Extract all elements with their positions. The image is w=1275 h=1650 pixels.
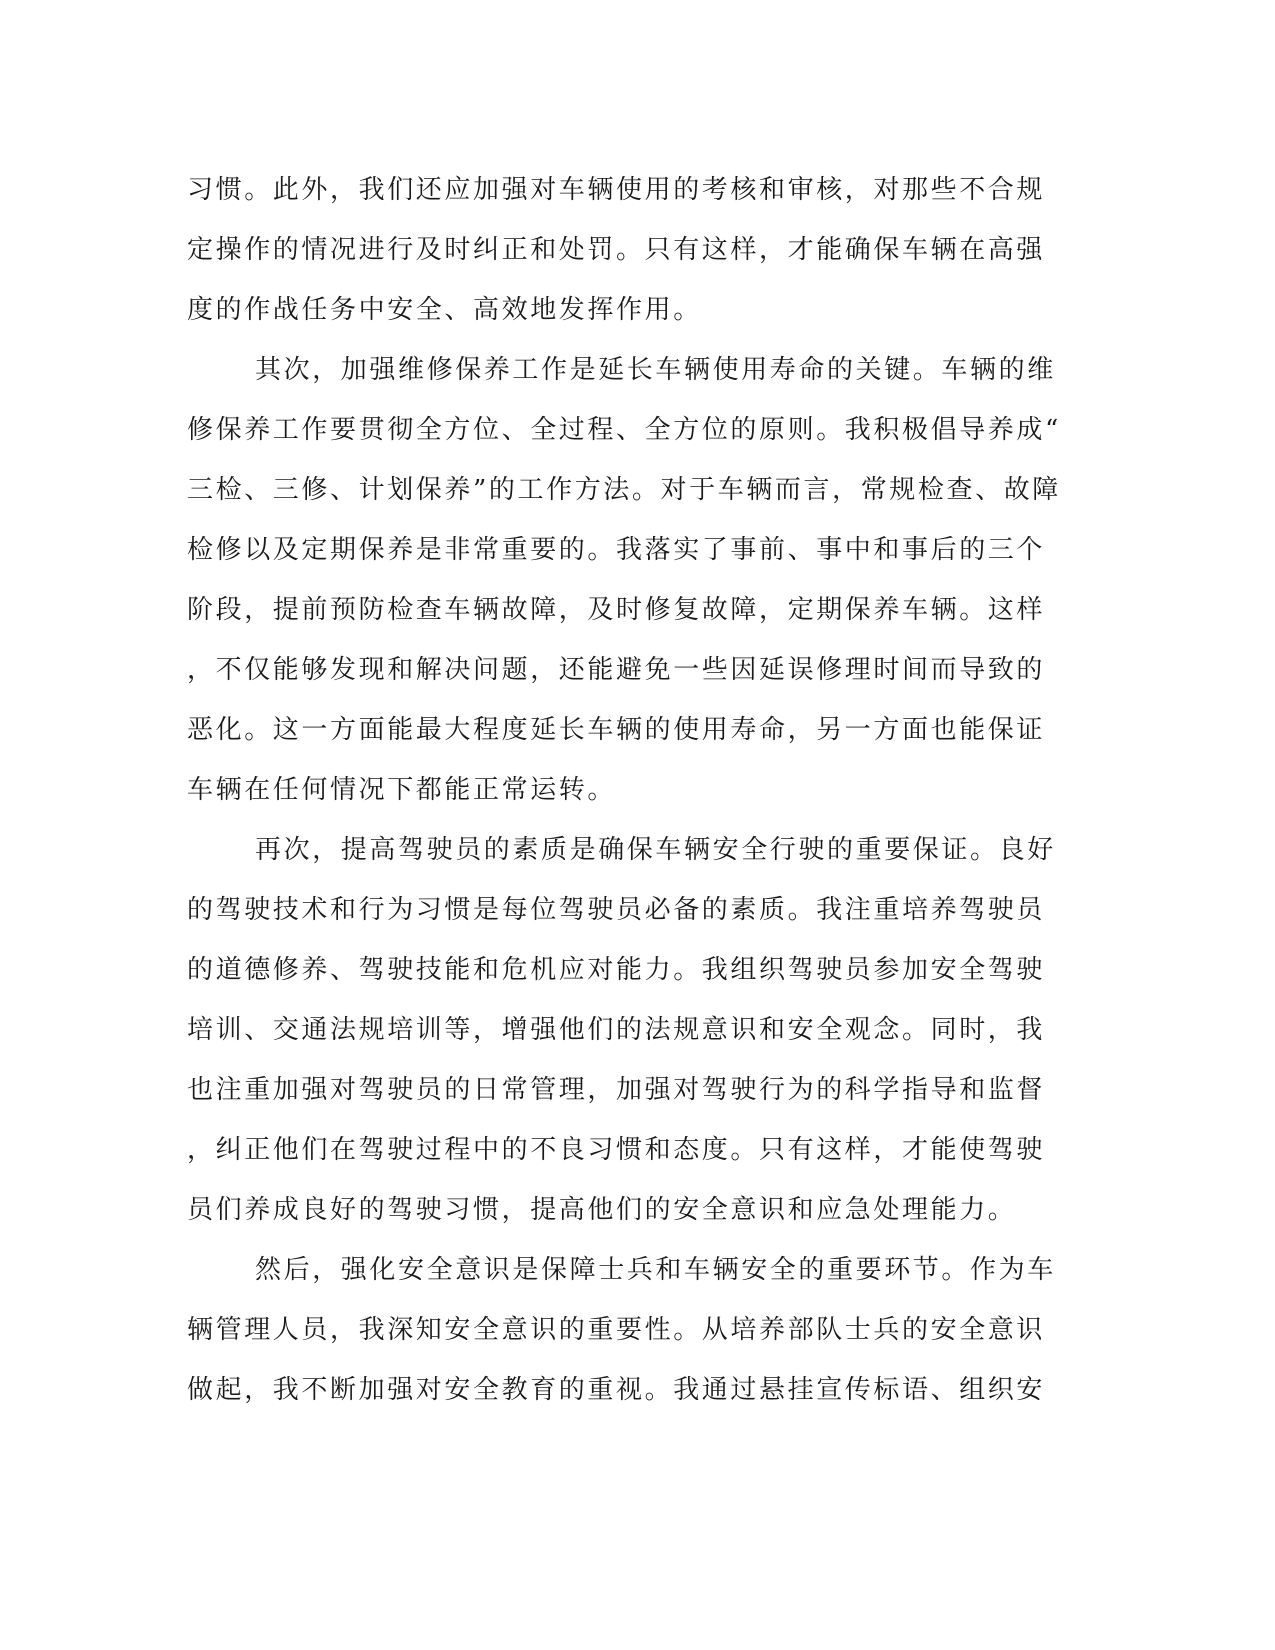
paragraph-start-line: 再次，提高驾驶员的素质是确保车辆安全行驶的重要保证。良好	[255, 835, 1056, 865]
paragraph-start-line: 其次，加强维修保养工作是延长车辆使用寿命的关键。车辆的维	[255, 355, 1056, 385]
text-line: 做起，我不断加强对安全教育的重视。我通过悬挂宣传标语、组织安	[187, 1375, 1046, 1405]
paragraph-start-line: 然后，强化安全意识是保障士兵和车辆安全的重要环节。作为车	[255, 1255, 1056, 1285]
text-line: 培训、交通法规培训等，增强他们的法规意识和安全观念。同时，我	[187, 1015, 1046, 1045]
text-line: 阶段，提前预防检查车辆故障，及时修复故障，定期保养车辆。这样	[187, 595, 1046, 625]
text-line: 也注重加强对驾驶员的日常管理，加强对驾驶行为的科学指导和监督	[187, 1075, 1046, 1105]
text-line: 员们养成良好的驾驶习惯，提高他们的安全意识和应急处理能力。	[187, 1195, 1017, 1225]
text-line: ，不仅能够发现和解决问题，还能避免一些因延误修理时间而导致的	[187, 655, 1046, 685]
text-line: 习惯。此外，我们还应加强对车辆使用的考核和审核，对那些不合规	[187, 175, 1046, 205]
text-line: 的驾驶技术和行为习惯是每位驾驶员必备的素质。我注重培养驾驶员	[187, 895, 1046, 925]
text-line: 检修以及定期保养是非常重要的。我落实了事前、事中和事后的三个	[187, 535, 1046, 565]
text-line: 修保养工作要贯彻全方位、全过程、全方位的原则。我积极倡导养成“	[187, 415, 1061, 445]
text-line: 定操作的情况进行及时纠正和处罚。只有这样，才能确保车辆在高强	[187, 235, 1046, 265]
document-body	[187, 160, 1067, 1420]
text-line: ，纠正他们在驾驶过程中的不良习惯和态度。只有这样，才能使驾驶	[187, 1135, 1046, 1165]
text-line: 三检、三修、计划保养”的工作方法。对于车辆而言，常规检查、故障	[187, 475, 1061, 505]
text-line: 恶化。这一方面能最大程度延长车辆的使用寿命，另一方面也能保证	[187, 715, 1046, 745]
text-line: 度的作战任务中安全、高效地发挥作用。	[187, 295, 702, 325]
text-line: 辆管理人员，我深知安全意识的重要性。从培养部队士兵的安全意识	[187, 1315, 1046, 1345]
text-line: 的道德修养、驾驶技能和危机应对能力。我组织驾驶员参加安全驾驶	[187, 955, 1046, 985]
text-line: 车辆在任何情况下都能正常运转。	[187, 775, 617, 805]
